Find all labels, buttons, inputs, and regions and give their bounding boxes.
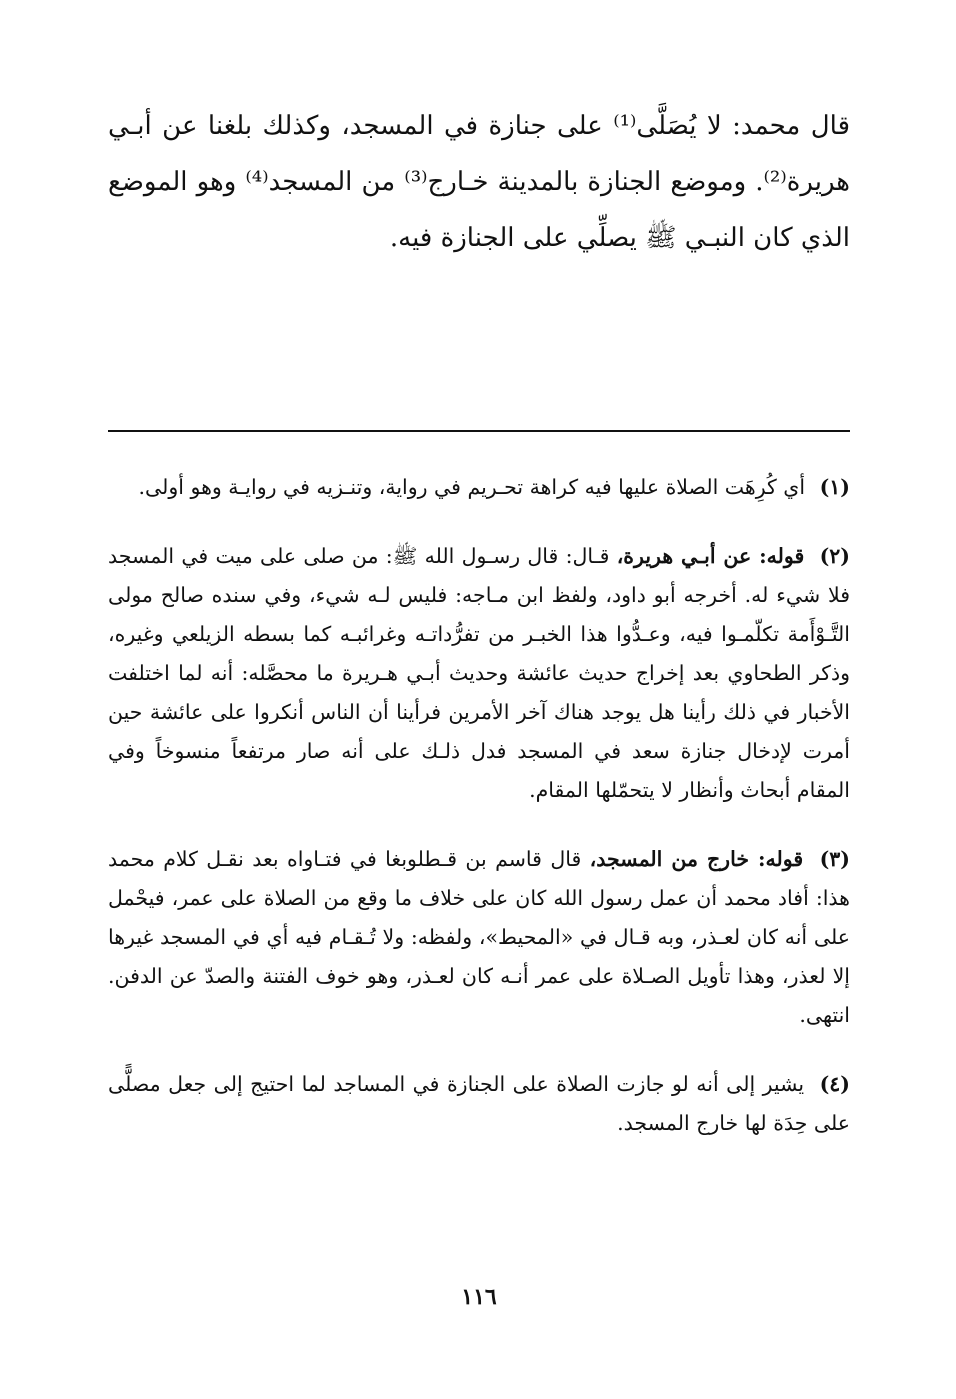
footnote-number: (٤)	[819, 1072, 850, 1096]
footnote-1	[108, 468, 850, 507]
footnote-number: (٢)	[819, 544, 850, 568]
footnote-number: (٣)	[819, 847, 850, 871]
footnote-text: يشير إلى أنه لو جازت الصلاة على الجنازة في المساجد لما احتيج إلى جعل مصلًّى على حِدَة لها خارج المسجد.	[108, 1072, 850, 1135]
footnotes	[108, 468, 850, 1173]
footnote-4	[108, 1065, 850, 1143]
footnote-text: قال قاسم بن قـطلوبغا في فتـاواه بعد نقـل كلام محمد هذا: أفاد محمد أن عمل رسول الله كان على خلاف ما وقع من الصلاة على عمر، فيحْمل على أنه كان لعـذر، وبه قـال في «المحيط»، ولفظه: ولا تُـقـام فيه أي في المسجد غيرها إلا لعذر، وهذا تأويل الصـلاة على عمر أنـه كان لعـذر، وهو خوف الفتنة والصدّ عن الدفن. انتهى.	[108, 847, 850, 1027]
footnote-separator	[108, 430, 850, 432]
footnote-lead: قوله: خارج من المسجد،	[589, 847, 804, 871]
document-page	[108, 98, 850, 1348]
main-text: قال محمد: لا يُصَلَّى⁽¹⁾ على جنازة في المسجد، وكذلك بلغنا عن أبـي هريرة⁽²⁾. وموضع الجنازة بالمدينة خـارج⁽³⁾ من المسجد⁽⁴⁾ وهو الموضع الذي كان النبـي ﷺ يصلِّي على الجنازة فيه.	[108, 111, 851, 253]
page-number: ١١٦	[461, 1284, 497, 1310]
footnote-3	[108, 840, 850, 1035]
footnote-lead: قوله: عن أبـي هريرة،	[616, 544, 805, 568]
footnote-2	[108, 537, 850, 810]
footnote-text: قـال: قال رسـول الله ﷺ: من صلى على ميت في المسجد فلا شيء له. أخرجه أبو داود، ولفظ ابن مـاجه: فليس لـه شيء، وفي سنده صالح مولى التَّـوْأَمة تكلّمـوا فيه، وعـدُّوا هذا الخبـر من تفرُّداتـه وغرائبـه كما بسطه الزيلعي وغيره، وذكر الطحاوي بعد إخراج حديث عائشة وحديث أبـي هـريرة ما محصَّله: أنه لما اختلفت الأخبار في ذلك رأينا هل يوجد هناك آخر الأمرين فرأينا أن الناس أنكروا على عائشة حين أمرت لإدخال جنازة سعد في المسجد فدل ذلـك على أنه صار مرتفعاً منسوخاً وفي المقام أبحاث وأنظار لا يتحمّلها المقام.	[108, 544, 850, 802]
footnote-number: (١)	[819, 475, 850, 499]
footnote-text: أي كُرِهَت الصلاة عليها فيه كراهة تحـريم في رواية، وتنـزيه في روايـة وهو أولى.	[138, 475, 806, 499]
